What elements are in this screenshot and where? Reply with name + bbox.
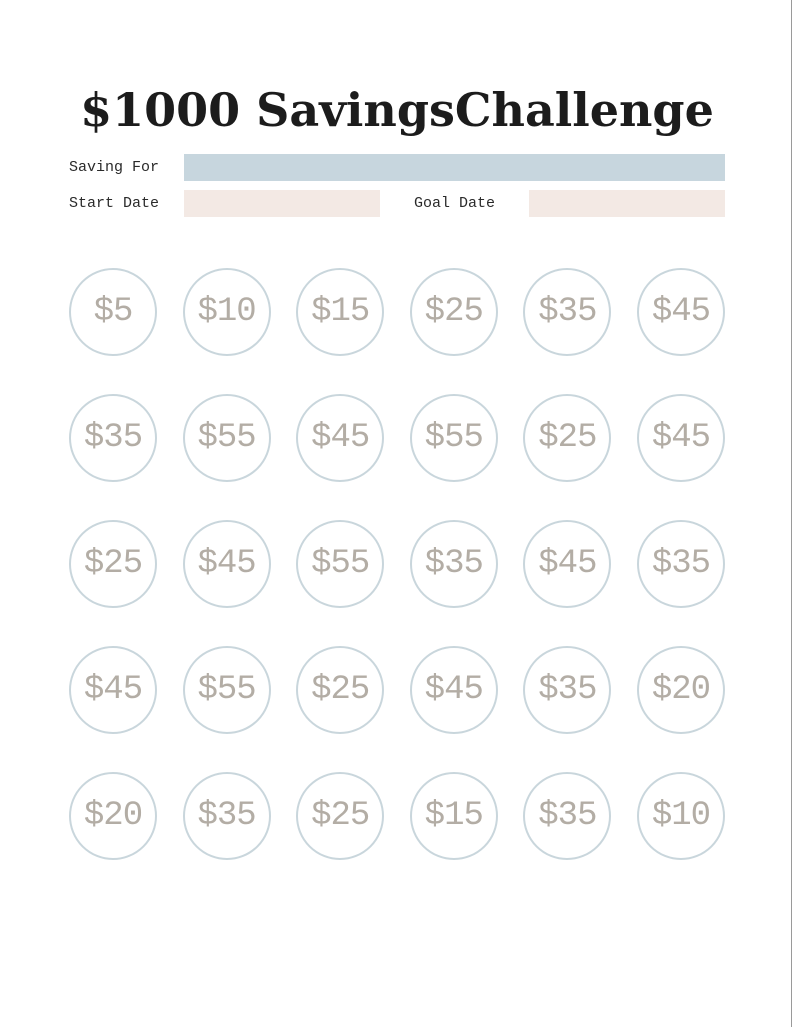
savings-circle[interactable] [523,520,611,608]
circle-amount: $25 [424,293,483,331]
savings-circle[interactable] [410,520,498,608]
savings-circle[interactable] [523,646,611,734]
savings-circle[interactable] [637,772,725,860]
circle-amount: $55 [311,545,370,583]
savings-circle[interactable] [183,268,271,356]
circle-amount: $45 [311,419,370,457]
savings-circle[interactable] [523,772,611,860]
circle-amount: $25 [83,545,143,583]
savings-circle[interactable] [296,646,384,734]
savings-circle[interactable] [637,646,725,734]
circle-amount: $55 [424,419,483,457]
savings-circle[interactable] [410,772,498,860]
savings-circle[interactable] [637,520,725,608]
circle-amount: $5 [93,293,133,331]
savings-circle[interactable] [410,394,498,482]
savings-circle[interactable] [69,646,157,734]
circle-amount: $45 [538,545,597,583]
circle-amount: $45 [651,419,711,457]
circle-amount: $10 [651,797,711,835]
savings-circle[interactable] [69,772,157,860]
circle-amount: $35 [538,293,597,331]
savings-circle-grid [69,268,725,860]
goal-date-label: Goal Date [414,195,496,212]
circle-amount: $15 [424,797,483,835]
circle-amount: $25 [311,671,370,709]
savings-circle[interactable] [69,394,157,482]
savings-circle[interactable] [637,394,725,482]
page-title: $1000 SavingsChallenge [80,83,714,137]
savings-circle[interactable] [183,646,271,734]
circle-amount: $25 [538,419,597,457]
savings-circle[interactable] [296,268,384,356]
circle-amount: $10 [197,293,256,331]
savings-circle[interactable] [296,520,384,608]
circle-amount: $55 [197,419,256,457]
circle-amount: $35 [651,545,711,583]
circle-amount: $15 [311,293,370,331]
start-date-field[interactable] [184,190,380,217]
circle-amount: $35 [83,419,143,457]
savings-circle[interactable] [69,268,157,356]
savings-circle[interactable] [410,646,498,734]
circle-amount: $20 [651,671,711,709]
saving-for-field[interactable] [184,154,725,181]
circle-amount: $35 [197,797,256,835]
savings-circle[interactable] [183,520,271,608]
savings-circle[interactable] [183,394,271,482]
circle-amount: $45 [83,671,143,709]
savings-circle[interactable] [410,268,498,356]
circle-amount: $35 [538,671,597,709]
savings-circle[interactable] [523,394,611,482]
savings-circle[interactable] [69,520,157,608]
circle-amount: $45 [197,545,256,583]
circle-amount: $25 [311,797,370,835]
circle-amount: $35 [424,545,483,583]
start-date-label: Start Date [69,195,160,212]
savings-circle[interactable] [183,772,271,860]
savings-circle[interactable] [296,772,384,860]
circle-amount: $35 [538,797,597,835]
savings-circle[interactable] [523,268,611,356]
savings-circle[interactable] [296,394,384,482]
savings-circle[interactable] [637,268,725,356]
saving-for-label: Saving For [69,159,160,176]
goal-date-field[interactable] [529,190,725,217]
circle-amount: $45 [424,671,483,709]
circle-amount: $55 [197,671,256,709]
page-edge-line [791,0,792,1027]
circle-amount: $20 [83,797,143,835]
circle-amount: $45 [651,293,711,331]
